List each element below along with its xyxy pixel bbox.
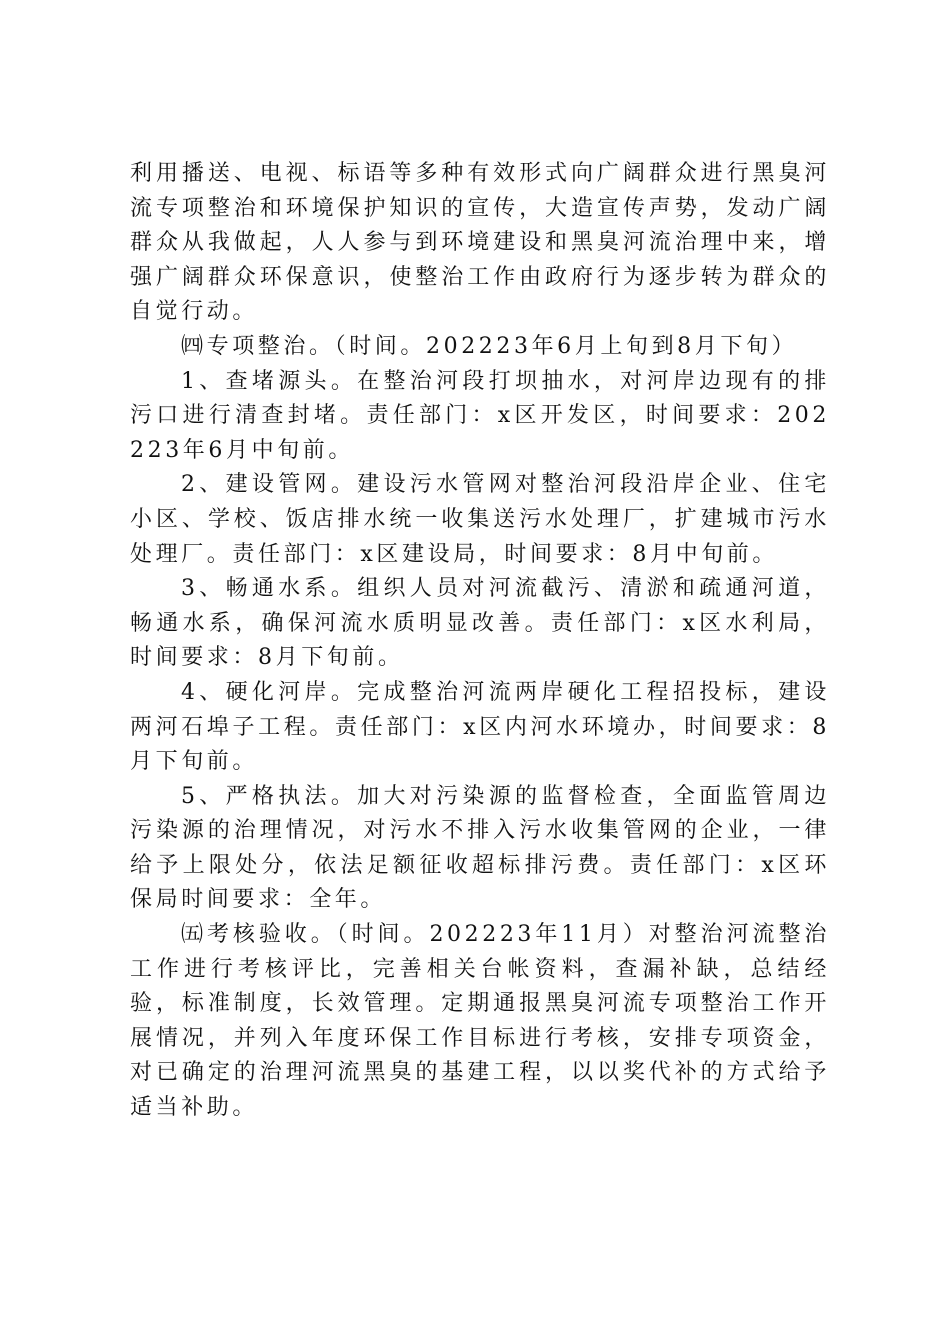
item-check-sources: 1、查堵源头。在整治河段打坝抽水，对河岸边现有的排污口进行清查封堵。责任部门：x区开发区，时间要求：202223年6月中旬前。 [130, 368, 830, 463]
heading-assessment-acceptance: ㈤考核验收。（时间。202223年11月）对整治河流整治工作进行考核评比，完善相关台帐资料，查漏补缺，总结经验，标准制度，长效管理。定期通报黑臭河流专项整治工作开展情况，并列入年度环保工作目标进行考核，安排专项资金，对已确定的治理河流黑臭的基建工程，以以奖代补的方式给予适当补助。 [130, 922, 830, 1121]
paragraph-publicity: 利用播送、电视、标语等多种有效形式向广阔群众进行黑臭河流专项整治和环境保护知识的宣传，大造宣传声势，发动广阔群众从我做起，人人参与到环境建设和黑臭河流治理中来，增强广阔群众环保意识，使整治工作由政府行为逐步转为群众的自觉行动。 [130, 161, 830, 325]
item-harden-riverbank: 4、硬化河岸。完成整治河流两岸硬化工程招投标，建设两河石埠子工程。责任部门：x区内河水环境办，时间要求：8月下旬前。 [130, 679, 830, 775]
item-build-pipe-network: 2、建设管网。建设污水管网对整治河段沿岸企业、住宅小区、学校、饭店排水统一收集送污水处理厂，扩建城市污水处理厂。责任部门：x区建设局，时间要求：8月中旬前。 [130, 472, 830, 567]
document-body [130, 157, 830, 1126]
item-strict-enforcement: 5、严格执法。加大对污染源的监督检查，全面监管周边污染源的治理情况，对污水不排入污水收集管网的企业，一律给予上限处分，依法足额征收超标排污费。责任部门：x区环保局时间要求：全年。 [130, 783, 830, 913]
heading-special-rectification: ㈣专项整治。（时间。202223年6月上旬到8月下旬） [181, 333, 798, 359]
item-clear-water-system: 3、畅通水系。组织人员对河流截污、清淤和疏通河道，畅通水系，确保河流水质明显改善。责任部门：x区水利局，时间要求：8月下旬前。 [130, 576, 830, 671]
